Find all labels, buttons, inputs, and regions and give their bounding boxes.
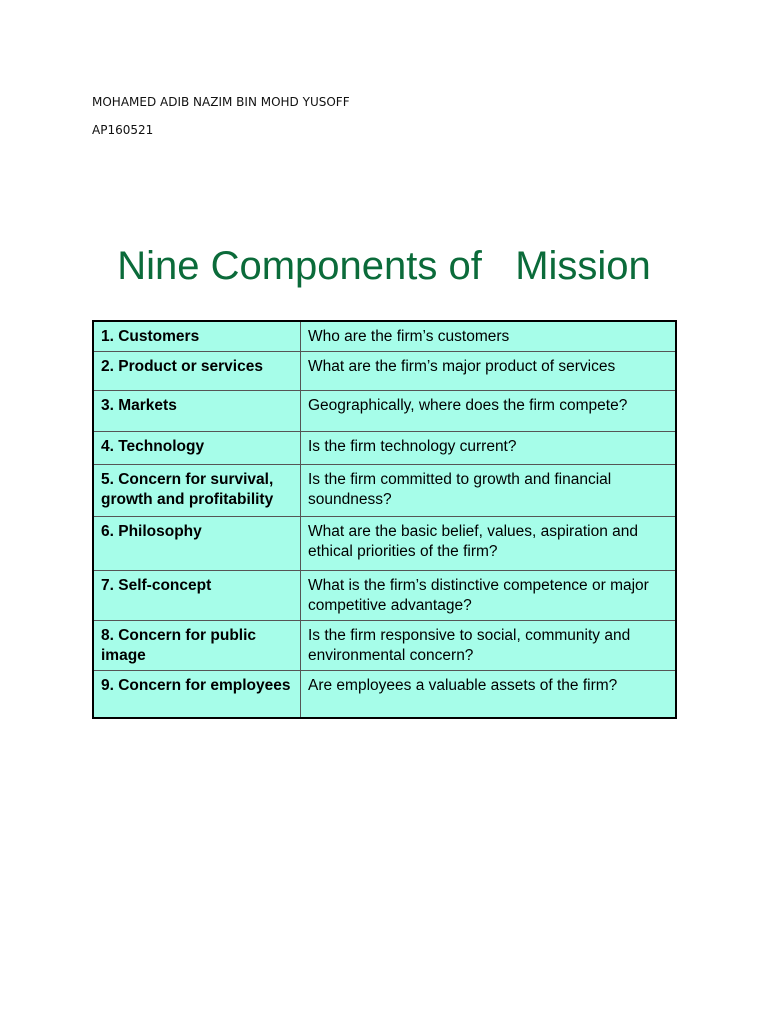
component-cell: 4. Technology xyxy=(93,432,301,465)
component-cell: 6. Philosophy xyxy=(93,517,301,571)
component-cell: 9. Concern for employees xyxy=(93,671,301,718)
component-cell: 5. Concern for survival, growth and profitability xyxy=(93,465,301,517)
question-cell: Is the firm committed to growth and financial soundness? xyxy=(301,465,677,517)
mission-components-table xyxy=(92,320,677,719)
table-row xyxy=(93,517,676,571)
table-row xyxy=(93,321,676,352)
components-table-wrapper xyxy=(92,320,677,719)
question-cell: Geographically, where does the firm compete? xyxy=(301,391,677,432)
component-cell: 1. Customers xyxy=(93,321,301,352)
question-cell: What are the firm’s major product of services xyxy=(301,352,677,391)
component-cell: 7. Self-concept xyxy=(93,571,301,621)
student-id: AP160521 xyxy=(92,123,154,137)
table-row xyxy=(93,352,676,391)
question-cell: Is the firm responsive to social, community and environmental concern? xyxy=(301,621,677,671)
component-cell: 3. Markets xyxy=(93,391,301,432)
question-cell: Is the firm technology current? xyxy=(301,432,677,465)
question-cell: What is the firm’s distinctive competence or major competitive advantage? xyxy=(301,571,677,621)
table-row xyxy=(93,571,676,621)
page-title: Nine Components of Mission xyxy=(117,244,651,288)
table-row xyxy=(93,391,676,432)
component-cell: 8. Concern for public image xyxy=(93,621,301,671)
question-cell: What are the basic belief, values, aspiration and ethical priorities of the firm? xyxy=(301,517,677,571)
table-row xyxy=(93,432,676,465)
table-row xyxy=(93,621,676,671)
author-name: MOHAMED ADIB NAZIM BIN MOHD YUSOFF xyxy=(92,95,350,109)
component-cell: 2. Product or services xyxy=(93,352,301,391)
table-row xyxy=(93,671,676,718)
question-cell: Are employees a valuable assets of the firm? xyxy=(301,671,677,718)
table-row xyxy=(93,465,676,517)
question-cell: Who are the firm’s customers xyxy=(301,321,677,352)
